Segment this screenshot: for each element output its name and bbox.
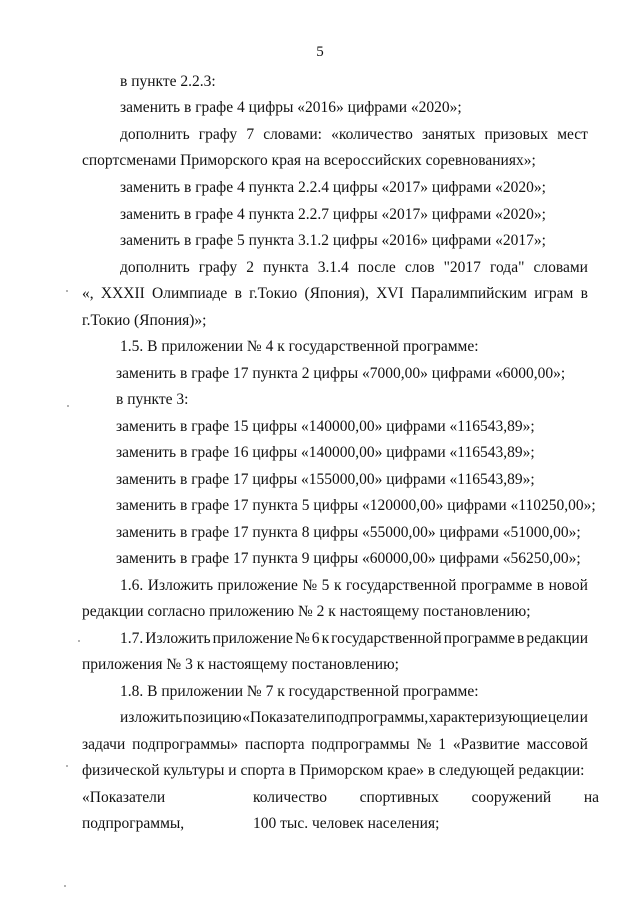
text-line-justified — [120, 708, 588, 728]
text-line: заменить в графе 17 пункта 2 цифры «7000,00» цифрами «6000,00»; — [116, 365, 566, 382]
word: 1 — [438, 736, 446, 753]
word: слов — [404, 259, 435, 276]
text-line-justified — [82, 284, 588, 304]
word: графу — [198, 126, 238, 143]
word: № — [416, 736, 432, 753]
text-line: заменить в графе 4 цифры «2016» цифрами «2020»; — [120, 99, 462, 116]
word: подпрограммы» — [132, 736, 239, 753]
text-line: заменить в графе 17 цифры «155000,00» цифрами «116543,89»; — [116, 471, 535, 488]
word: новой — [548, 577, 588, 594]
text-line: заменить в графе 15 цифры «140000,00» цифрами «116543,89»; — [116, 418, 535, 435]
text-line-justified — [120, 258, 588, 278]
word: в — [234, 285, 242, 302]
word: г.Токио — [249, 285, 298, 302]
word: к — [321, 630, 330, 647]
word: (Япония), — [304, 285, 369, 302]
word: паспорта — [245, 736, 305, 753]
scan-speck — [64, 885, 66, 887]
word: и — [579, 709, 588, 726]
table-right-cell: 100 тыс. человек населения; — [253, 815, 440, 832]
text-line: заменить в графе 4 пункта 2.2.4 цифры «2017» цифрами «2020»; — [120, 179, 546, 196]
word: № — [302, 577, 318, 594]
word: государственной — [331, 630, 442, 647]
word: занятых — [421, 126, 476, 143]
word: приложение — [217, 577, 298, 594]
text-line: заменить в графе 16 цифры «140000,00» цифрами «116543,89»; — [116, 444, 535, 461]
text-line: в пункте 2.2.3: — [120, 73, 216, 90]
text-line-justified — [120, 125, 588, 145]
word: «Показатели — [242, 709, 326, 726]
word: спортивных — [359, 789, 439, 806]
word: пункта — [263, 259, 309, 276]
word: позицию — [183, 709, 242, 726]
text-line: приложения № 3 к настоящему постановлению; — [82, 656, 399, 673]
word: «количество — [331, 126, 413, 143]
word: редакции — [526, 630, 588, 647]
word: сооружений — [471, 789, 552, 806]
word: массовой — [526, 736, 588, 753]
text-line: в пункте 3: — [116, 391, 189, 408]
word: 1.7. — [120, 630, 144, 647]
text-line-justified — [120, 576, 588, 596]
section-heading: 1.8. В приложении № 7 к государственной программе: — [120, 683, 479, 700]
word: задачи — [82, 736, 126, 753]
word: на — [583, 789, 599, 806]
word: призовых — [484, 126, 549, 143]
word: в — [580, 285, 588, 302]
word: государственной — [345, 577, 457, 594]
word: к — [333, 577, 342, 594]
word: мест — [557, 126, 588, 143]
word: программе — [460, 577, 533, 594]
text-line: физической культуры и спорта в Приморском крае» в следующей редакции: — [82, 762, 585, 779]
text-line-justified — [120, 629, 588, 649]
text-line: заменить в графе 17 пункта 5 цифры «120000,00» цифрами «110250,00»; — [116, 497, 596, 514]
text-line: спортсменами Приморского края на всероссийских соревнованиях»; — [82, 152, 536, 169]
word: программе — [443, 630, 515, 647]
word: характеризующие — [428, 709, 548, 726]
word: дополнить — [120, 126, 190, 143]
text-line: редакции согласно приложению № 2 к настоящему постановлению; — [82, 603, 531, 620]
word: года" — [490, 259, 525, 276]
word: Изложить — [147, 577, 214, 594]
word: «Развитие — [452, 736, 520, 753]
table-right-cell-justified — [253, 788, 599, 808]
word: "2017 — [443, 259, 481, 276]
word: после — [357, 259, 396, 276]
word: словами: — [263, 126, 322, 143]
word: «, — [82, 285, 94, 302]
word: XXXII — [100, 285, 145, 302]
word: 1.6. — [120, 577, 144, 594]
scan-speck — [78, 640, 80, 642]
section-heading: 1.5. В приложении № 4 к государственной программе: — [120, 338, 479, 355]
word: 3.1.4 — [317, 259, 349, 276]
table-left-cell: подпрограммы, — [82, 815, 185, 832]
word: играм — [534, 285, 574, 302]
text-line: заменить в графе 5 пункта 3.1.2 цифры «2016» цифрами «2017»; — [120, 232, 546, 249]
word: подпрограммы — [311, 736, 410, 753]
word: подпрограммы, — [326, 709, 429, 726]
word: графу — [198, 259, 238, 276]
scan-speck — [66, 290, 68, 292]
word: приложение — [212, 630, 293, 647]
word: в — [517, 630, 525, 647]
page-number: 5 — [316, 44, 324, 60]
text-line: заменить в графе 4 пункта 2.2.7 цифры «2017» цифрами «2020»; — [120, 206, 546, 223]
word: словами — [533, 259, 588, 276]
word: № — [294, 630, 310, 647]
table-left-cell: «Показатели — [82, 789, 166, 806]
text-line: заменить в графе 17 пункта 9 цифры «60000,00» цифрами «56250,00»; — [116, 550, 581, 567]
scan-speck — [67, 405, 69, 407]
text-line: г.Токио (Япония)»; — [82, 312, 207, 329]
word: 6 — [311, 630, 320, 647]
word: в — [536, 577, 545, 594]
word: Паралимпийским — [410, 285, 527, 302]
scan-speck — [66, 765, 68, 767]
text-line-justified — [82, 735, 588, 755]
word: количество — [253, 789, 327, 806]
word: 7 — [246, 126, 255, 143]
word: изложить — [120, 709, 183, 726]
word: 5 — [321, 577, 330, 594]
word: 2 — [246, 259, 254, 276]
word: цели — [547, 709, 580, 726]
word: Олимпиаде — [152, 285, 228, 302]
word: дополнить — [120, 259, 190, 276]
word: Изложить — [145, 630, 211, 647]
text-line: заменить в графе 17 пункта 8 цифры «55000,00» цифрами «51000,00»; — [116, 524, 581, 541]
word: XVI — [376, 285, 404, 302]
